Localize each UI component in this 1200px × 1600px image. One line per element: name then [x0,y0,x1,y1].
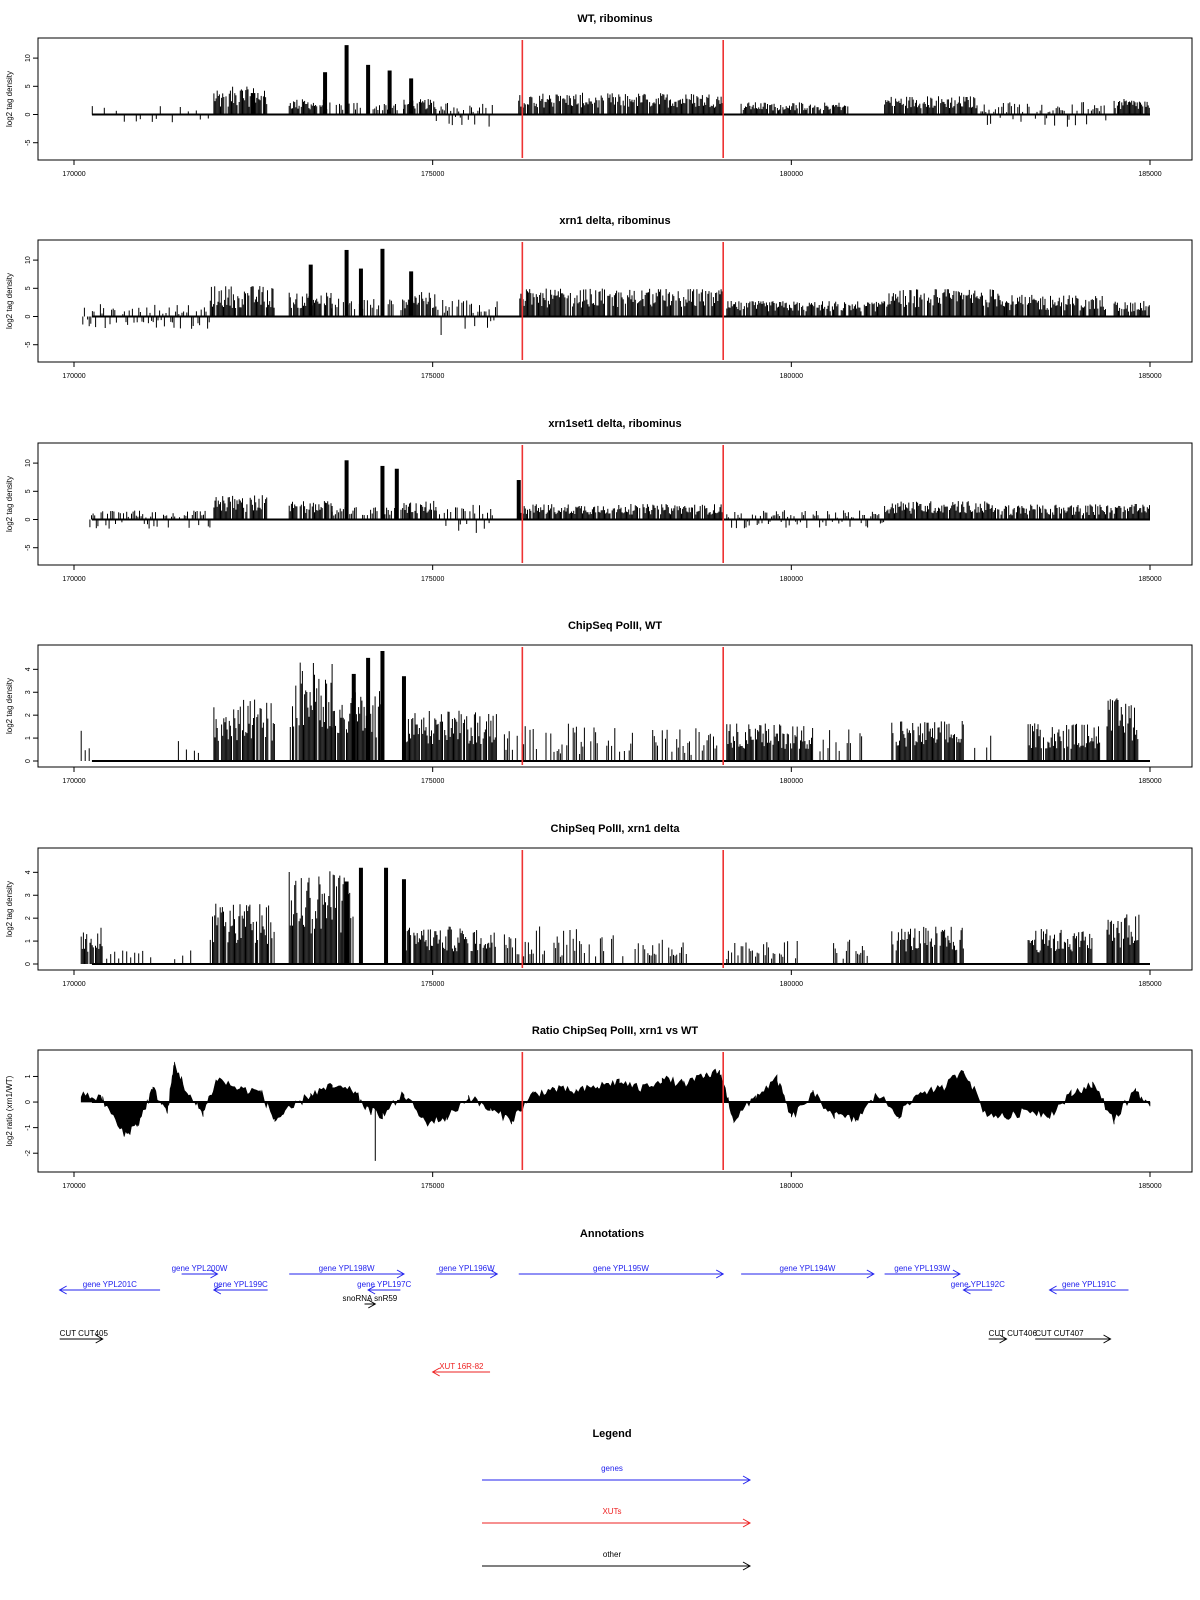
feature-label: gene YPL199C [213,1280,268,1289]
x-tick-label: 170000 [62,576,86,583]
y-axis-label: log2 tag density [5,70,14,128]
peak-bar [345,250,349,317]
x-tick-label: 170000 [62,171,86,178]
x-tick-label: 175000 [420,981,445,988]
x-tick-label: 170000 [62,373,86,380]
panel-title: ChipSeq PolII, xrn1 delta [550,823,680,835]
x-tick-label: 170000 [62,981,86,988]
annotation-feature [1050,1280,1129,1294]
y-tick-label: 1 [25,939,32,944]
peak-bar [366,658,370,761]
y-tick-label: 1 [25,736,32,741]
peak-bar [345,882,349,965]
feature-label: gene YPL201C [82,1280,137,1289]
y-axis-label: log2 tag density [5,272,14,330]
annotation-feature [214,1280,268,1294]
panel-5 [5,823,1192,988]
annotation-feature [741,1264,874,1278]
peak-bar [409,78,413,114]
x-tick-label: 175000 [420,373,445,380]
y-tick-label: 0 [25,759,32,763]
peak-bar [380,249,384,317]
legend-title: Legend [592,1428,632,1440]
y-axis-label: log2 tag density [5,677,14,735]
feature-label: gene YPL193W [894,1264,951,1273]
peak-bar [402,879,406,964]
y-axis-label: log2 tag density [5,880,14,938]
plot-frame [38,443,1192,565]
y-tick-label: 1 [25,1074,32,1079]
legend-label: XUTs [602,1507,622,1516]
y-tick-label: -2 [25,1150,32,1157]
y-tick-label: 0 [25,962,32,966]
x-tick-label: 180000 [779,981,804,988]
peak-bar [352,674,356,761]
y-tick-label: 5 [25,84,32,89]
panel-3 [5,418,1192,583]
series-marks [83,249,1150,335]
x-tick-label: 175000 [420,1183,445,1190]
annotations-track [60,1228,1129,1376]
annotation-feature [289,1264,404,1278]
plot-frame [38,848,1192,970]
legend-item [482,1507,750,1527]
feature-label: gene YPL195W [593,1264,649,1273]
y-tick-label: 2 [25,713,32,718]
feature-label: CUT CUT406 [988,1329,1037,1338]
panel-4 [5,620,1192,785]
annotation-feature [60,1280,160,1294]
x-tick-label: 175000 [420,778,445,785]
peak-bar [380,651,384,761]
x-tick-label: 180000 [779,373,804,380]
y-axis-label: log2 tag density [5,475,14,533]
y-tick-label: 0 [25,1100,32,1104]
legend-label: other [602,1550,622,1559]
annotation-feature [951,1280,1005,1294]
y-tick-label: 0 [25,517,32,522]
series-marks [81,1062,1150,1161]
peak-bar [395,469,399,520]
x-tick-label: 180000 [779,171,804,178]
y-tick-label: 10 [25,256,32,265]
panel-title: ChipSeq PolII, WT [567,620,663,632]
panel-title: WT, ribominus [577,13,653,25]
peak-bar [384,868,388,964]
peak-bar [359,868,363,964]
annotations-title: Annotations [579,1228,645,1240]
panel-6 [5,1025,1192,1190]
x-tick-label: 180000 [779,576,804,583]
legend-label: genes [601,1464,623,1473]
annotation-feature [172,1264,228,1278]
x-tick-label: 170000 [62,778,86,785]
annotation-feature [433,1362,490,1376]
peak-bar [380,466,384,520]
peak-bar [345,460,349,519]
y-tick-label: -1 [25,1124,32,1131]
annotation-feature [60,1329,109,1343]
annotation-feature [989,1329,1038,1343]
x-tick-label: 170000 [62,1183,86,1190]
panel-title: Ratio ChipSeq PolII, xrn1 vs WT [531,1025,699,1037]
feature-label: CUT CUT407 [1035,1329,1084,1338]
x-tick-label: 185000 [1138,373,1162,380]
x-tick-label: 175000 [420,171,445,178]
x-tick-label: 185000 [1138,1183,1162,1190]
legend [482,1428,750,1570]
series-marks [90,460,1150,533]
peak-bar [517,480,521,519]
y-tick-label: 4 [25,870,32,875]
feature-label: CUT CUT405 [59,1329,108,1338]
feature-label: gene YPL200W [171,1264,228,1273]
y-tick-label: -5 [25,341,32,348]
legend-items [482,1464,750,1570]
peak-bar [345,45,349,114]
peak-bar [366,65,370,115]
feature-label: gene YPL198W [318,1264,375,1273]
y-axis-label: log2 ratio (xrn1/WT) [5,1075,14,1147]
x-tick-label: 180000 [779,778,804,785]
y-tick-label: 3 [25,690,32,695]
data-panels [5,13,1192,1190]
peak-bar [309,265,313,317]
feature-label: XUT 16R-82 [439,1362,484,1371]
y-tick-label: 0 [25,112,32,117]
peak-bar [409,271,413,316]
annotation-feature [436,1264,497,1278]
feature-label: gene YPL192C [950,1280,1005,1289]
peak-bar [251,93,255,114]
annotation-feature [343,1294,398,1308]
y-tick-label: -5 [25,139,32,146]
feature-label: gene YPL197C [357,1280,412,1289]
y-tick-label: -5 [25,544,32,551]
x-tick-label: 185000 [1138,576,1162,583]
legend-item [482,1550,750,1570]
y-tick-label: 10 [25,459,32,468]
legend-item [482,1464,750,1484]
ratio-area [81,1062,1150,1137]
y-tick-label: 4 [25,667,32,672]
x-tick-label: 185000 [1138,778,1162,785]
peak-bar [359,269,363,317]
y-tick-label: 10 [25,54,32,63]
peak-bar [402,676,406,761]
x-tick-label: 175000 [420,576,445,583]
panel-1 [5,13,1192,178]
y-tick-label: 2 [25,916,32,921]
annotation-feature [885,1264,960,1278]
y-tick-label: 5 [25,286,32,291]
peak-bar [323,72,327,114]
y-tick-label: 3 [25,893,32,898]
series-marks [81,651,1138,761]
x-tick-label: 185000 [1138,171,1162,178]
feature-label: gene YPL196W [438,1264,495,1273]
y-tick-label: 0 [25,314,32,319]
feature-label: gene YPL194W [779,1264,836,1273]
annotation-feature [519,1264,723,1278]
panel-title: xrn1 delta, ribominus [559,215,671,227]
annotation-feature [357,1280,411,1294]
annotation-features [60,1264,1129,1376]
panel-title: xrn1set1 delta, ribominus [548,418,682,430]
feature-label: snoRNA snR59 [342,1294,398,1303]
y-tick-label: 5 [25,489,32,494]
x-tick-label: 180000 [779,1183,804,1190]
feature-label: gene YPL191C [1061,1280,1117,1289]
peak-bar [388,71,392,115]
annotation-feature [1035,1329,1110,1343]
series-marks [81,868,1139,964]
x-tick-label: 185000 [1138,981,1162,988]
panel-2 [5,215,1192,380]
